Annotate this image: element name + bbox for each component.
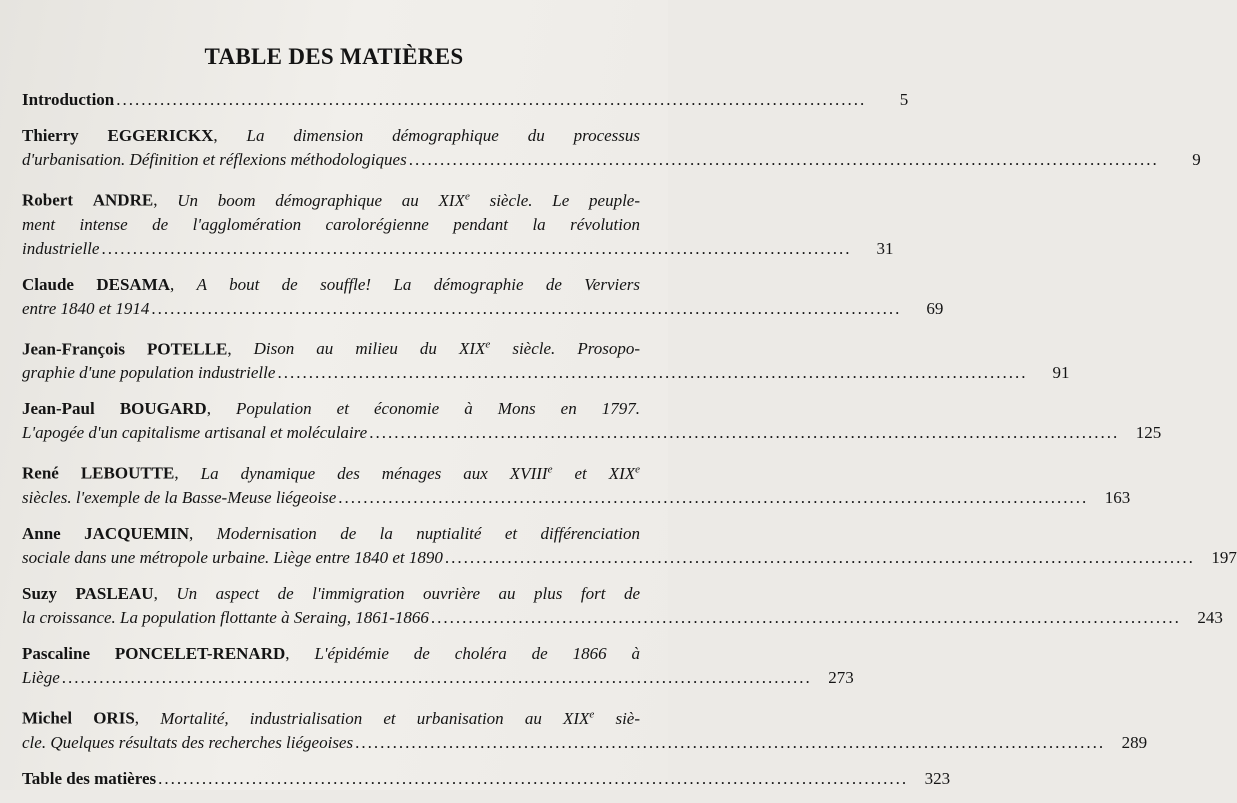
entry-title: La dynamique des ménages aux XVIIIe et XIXe <box>200 463 641 483</box>
entry-line: Anne JACQUEMIN, Modernisation de la nuptialité et différenciation <box>22 523 641 543</box>
dot-leader: ........................................................................................................................ <box>101 238 852 258</box>
page-number: 125 <box>1135 423 1162 443</box>
entry-title-cont: siècles. l'exemple de la Basse-Meuse liégeoise <box>22 487 337 507</box>
dot-leader: ........................................................................................................................ <box>158 768 909 788</box>
dot-leader: ........................................................................................................................ <box>338 487 1089 507</box>
author-last-name: LEBOUTTE <box>80 463 175 483</box>
entry-title-cont: d'urbanisation. Définition et réflexions méthodologiques <box>22 150 407 169</box>
toc-entry-jacquemin <box>22 522 1237 570</box>
author-last-name: ORIS <box>93 708 135 728</box>
entry-line: Claude DESAMA, A bout de souffle! La démographie de Verviers <box>22 274 640 294</box>
author-first-name: Pascaline <box>22 643 90 663</box>
entry-line: Jean-Paul BOUGARD, Population et économie à Mons en 1797. <box>22 399 641 419</box>
author-first-name: Anne <box>22 523 61 543</box>
entry-label: Table des matières <box>22 768 157 788</box>
entry-title-cont: ment intense de l'agglomération carolorégienne pendant la révolution <box>22 214 640 234</box>
entry-line: Robert ANDRE, Un boom démographique au XIXe siècle. Le peuple- <box>22 190 641 210</box>
entry-title-cont: graphie d'une population industrielle <box>22 363 276 383</box>
author-last-name: POTELLE <box>147 339 228 359</box>
dot-leader: ........................................................................................................................ <box>444 547 1195 567</box>
author-first-name: Jean-Paul <box>22 399 95 419</box>
dot-leader: ........................................................................................................................ <box>355 732 1106 752</box>
entry-line: Michel ORIS, Mortalité, industrialisation et urbanisation au XIXe siè- <box>22 707 641 728</box>
author-last-name: EGGERICKX <box>107 126 214 145</box>
entry-title: Un aspect de l'immigration ouvrière au plus fort de <box>176 583 640 603</box>
entry-line: Thierry EGGERICKX, La dimension démographique du processus <box>22 126 641 145</box>
toc-entry-leboutte <box>22 457 1131 510</box>
entry-label: Introduction <box>22 90 115 109</box>
toc-entry-table-des-matieres <box>22 767 951 791</box>
toc-entry-poncelet-renard <box>22 642 854 690</box>
toc-entry-oris <box>22 702 1148 755</box>
author-last-name: JACQUEMIN <box>84 523 189 543</box>
dot-leader: ........................................................................................................................ <box>408 150 1159 169</box>
entry-title: Mortalité, industrialisation et urbanisation au XIXe siè- <box>160 707 641 728</box>
author-first-name: Suzy <box>22 583 57 603</box>
toc-entry-potelle <box>22 333 1070 386</box>
entry-title-cont: Liège <box>22 667 60 687</box>
entry-line: René LEBOUTTE, La dynamique des ménages aux XVIIIe et XIXe <box>22 463 641 483</box>
author-last-name: BOUGARD <box>119 399 207 419</box>
toc-entry-andre <box>22 184 894 261</box>
page-number: 243 <box>1197 607 1223 627</box>
page-number: 31 <box>876 238 894 258</box>
entry-title: Modernisation de la nuptialité et différenciation <box>216 523 641 543</box>
author-first-name: René <box>22 463 59 483</box>
entry-line: Jean-François POTELLE, Dison au milieu du XIXe siècle. Prosopo- <box>22 338 640 359</box>
entry-title: A bout de souffle! La démographie de Verviers <box>196 274 640 294</box>
table-of-contents <box>22 88 1237 803</box>
author-last-name: DESAMA <box>96 274 171 294</box>
entry-title: La dimension démographique du processus <box>246 126 641 145</box>
toc-entry-pasleau <box>22 582 1223 630</box>
page-number: 289 <box>1121 732 1148 752</box>
entry-line: Suzy PASLEAU, Un aspect de l'immigration ouvrière au plus fort de <box>22 583 640 603</box>
author-first-name: Thierry <box>22 126 79 145</box>
page-number: 5 <box>899 90 909 109</box>
page-number: 323 <box>924 768 951 788</box>
entry-title-cont: L'apogée d'un capitalisme artisanal et moléculaire <box>22 423 368 443</box>
toc-entry-introduction <box>22 88 909 112</box>
entry-line: Pascaline PONCELET-RENARD, L'épidémie de choléra de 1866 à <box>22 643 640 663</box>
page-number: 91 <box>1052 363 1070 383</box>
entry-title-cont: industrielle <box>22 238 100 258</box>
page-number: 9 <box>1192 150 1201 169</box>
dot-leader: ........................................................................................................................ <box>369 423 1120 443</box>
entry-title-cont: sociale dans une métropole urbaine. Liège entre 1840 et 1890 <box>22 547 443 567</box>
author-first-name: Claude <box>22 274 74 294</box>
author-first-name: Michel <box>22 708 73 728</box>
author-last-name: ANDRE <box>92 190 154 210</box>
entry-title: Dison au milieu du XIXe siècle. Prosopo- <box>253 338 640 359</box>
entry-title-cont: entre 1840 et 1914 <box>22 298 150 318</box>
entry-title: Un boom démographique au XIXe siècle. Le peuple- <box>177 190 641 210</box>
page-number: 163 <box>1104 487 1131 507</box>
toc-entry-eggerickx <box>22 124 1201 172</box>
author-last-name: PONCELET-RENARD <box>114 643 286 663</box>
entry-title: Population et économie à Mons en 1797. <box>236 399 641 419</box>
page-number: 273 <box>828 667 854 687</box>
entry-title: L'épidémie de choléra de 1866 à <box>314 643 640 663</box>
entry-title-cont: la croissance. La population flottante à Seraing, 1861-1866 <box>22 607 429 627</box>
dot-leader: ........................................................................................................................ <box>61 667 812 687</box>
author-first-name: Robert <box>22 190 73 210</box>
toc-entry-desama <box>22 273 944 321</box>
entry-title-cont: cle. Quelques résultats des recherches liégeoises <box>22 732 354 752</box>
author-last-name: PASLEAU <box>75 583 154 603</box>
page-title: TABLE DES MATIÈRES <box>204 44 464 69</box>
dot-leader: ........................................................................................................................ <box>277 363 1028 383</box>
dot-leader: ........................................................................................................................ <box>430 607 1181 627</box>
dot-leader: ........................................................................................................................ <box>116 90 867 109</box>
dot-leader: ........................................................................................................................ <box>151 298 902 318</box>
author-first-name: Jean-François <box>22 339 125 359</box>
page-number: 69 <box>926 298 944 318</box>
toc-entry-bougard <box>22 397 1162 445</box>
page-number: 197 <box>1211 547 1237 567</box>
